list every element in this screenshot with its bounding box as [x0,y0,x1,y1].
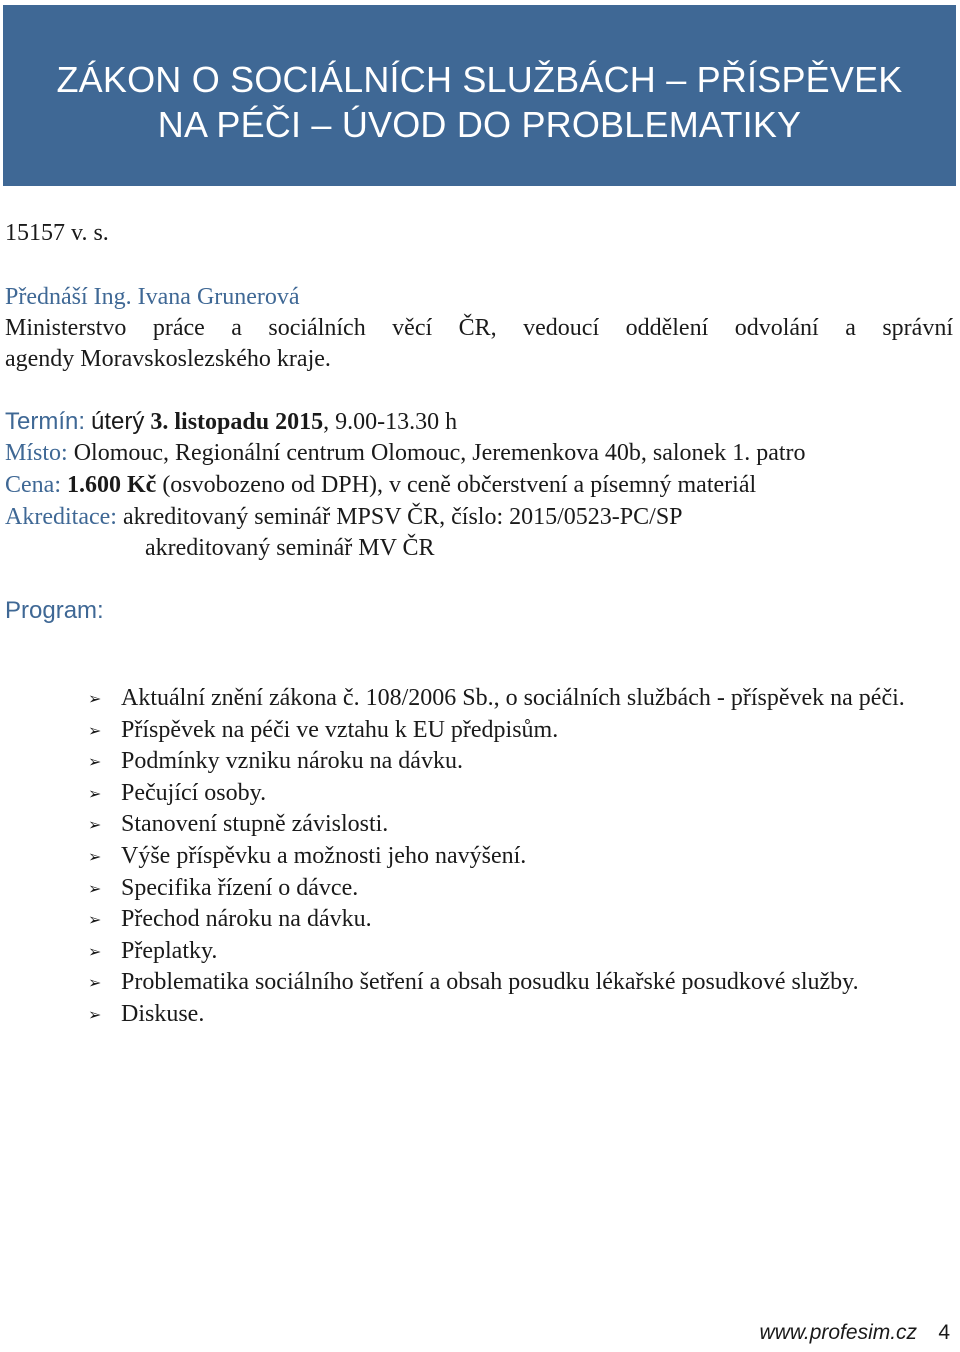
price-row [5,469,756,501]
program-item [0,683,933,715]
course-code: 15157 v. s. [5,220,109,246]
program-item [0,967,933,999]
program-item-text: Stanovení stupně závislosti. [121,811,389,838]
arrowhead-bullet-icon: ➢ [88,973,102,993]
program-item-text: Podmínky vzniku nároku na dávku. [121,748,463,775]
price-value: 1.600 Kč [66,472,157,498]
accreditation-label: Akreditace: [5,504,117,530]
program-item-text: Výše příspěvku a možnosti jeho navýšení. [121,842,527,869]
place-value: Olomouc, Regionální centrum Olomouc, Jeremenkova 40b, salonek 1. patro [73,440,806,466]
program-label: Program: [5,597,104,624]
accreditation-value-2: akreditovaný seminář MV ČR [145,535,435,561]
program-item-text: Problematika sociálního šetření a obsah posudku lékařské posudkové služby. [121,969,859,996]
program-item-text: Aktuální znění zákona č. 108/2006 Sb., o sociálních službách - příspěvek na péči. [121,685,905,711]
page-title [3,57,956,147]
program-item-text: Diskuse. [121,1000,205,1027]
term-row [5,406,457,438]
arrowhead-bullet-icon: ➢ [88,783,102,803]
page-number: 4 [938,1321,950,1344]
arrowhead-bullet-icon: ➢ [88,1004,102,1024]
arrowhead-bullet-icon: ➢ [88,752,102,772]
term-date: 3. listopadu 2015 [150,409,324,435]
arrowhead-bullet-icon: ➢ [88,689,102,708]
page-footer [760,1320,950,1345]
program-item [0,778,933,810]
price-note: (osvobozeno od DPH), v ceně občerstvení a písemný materiál [162,472,757,498]
arrowhead-bullet-icon: ➢ [88,846,102,866]
page-title-line-2: NA PÉČI – ÚVOD DO PROBLEMATIKY [157,104,802,145]
program-item [0,841,933,873]
place-row [5,437,806,469]
term-time: , 9.00-13.30 h [323,409,458,435]
program-list [0,683,960,1031]
price-label: Cena: [5,472,61,498]
program-item [0,809,933,841]
arrowhead-bullet-icon: ➢ [88,910,102,930]
lecturer-label: Přednáší [5,284,88,310]
program-item [0,746,933,778]
lecturer-position-line-2: agendy Moravskoslezského kraje. [5,346,331,372]
accreditation-value-1: akreditovaný seminář MPSV ČR, číslo: 2015/0523-PC/SP [122,504,683,530]
program-item [0,999,933,1031]
program-item-text: Specifika řízení o dávce. [121,874,359,901]
program-item [0,873,933,905]
place-label: Místo: [5,440,68,466]
lecturer-name: Ing. Ivana Grunerová [93,284,300,310]
lecturer-line [5,281,300,313]
page-title-line-1: ZÁKON O SOCIÁLNÍCH SLUŽBÁCH – PŘÍSPĚVEK [56,59,903,100]
title-banner [3,5,956,186]
accreditation-row [5,501,683,533]
program-item [0,904,933,936]
program-item [0,715,933,747]
program-item-text: Pečující osoby. [121,779,267,806]
term-day: úterý [91,408,145,435]
term-label: Termín: [5,408,86,435]
program-item-text: Přechod nároku na dávku. [121,906,372,933]
program-item-text: Přeplatky. [121,937,218,964]
program-item [0,936,933,968]
arrowhead-bullet-icon: ➢ [88,815,102,835]
arrowhead-bullet-icon: ➢ [88,878,102,898]
footer-url: www.profesim.cz [759,1321,918,1344]
arrowhead-bullet-icon: ➢ [88,941,102,961]
arrowhead-bullet-icon: ➢ [88,720,102,740]
lecturer-position-line-1: Ministerstvo práce a sociálních věcí ČR, vedoucí oddělení odvolání a správní [5,315,953,341]
program-item-text: Příspěvek na péči ve vztahu k EU předpisům. [121,716,559,743]
